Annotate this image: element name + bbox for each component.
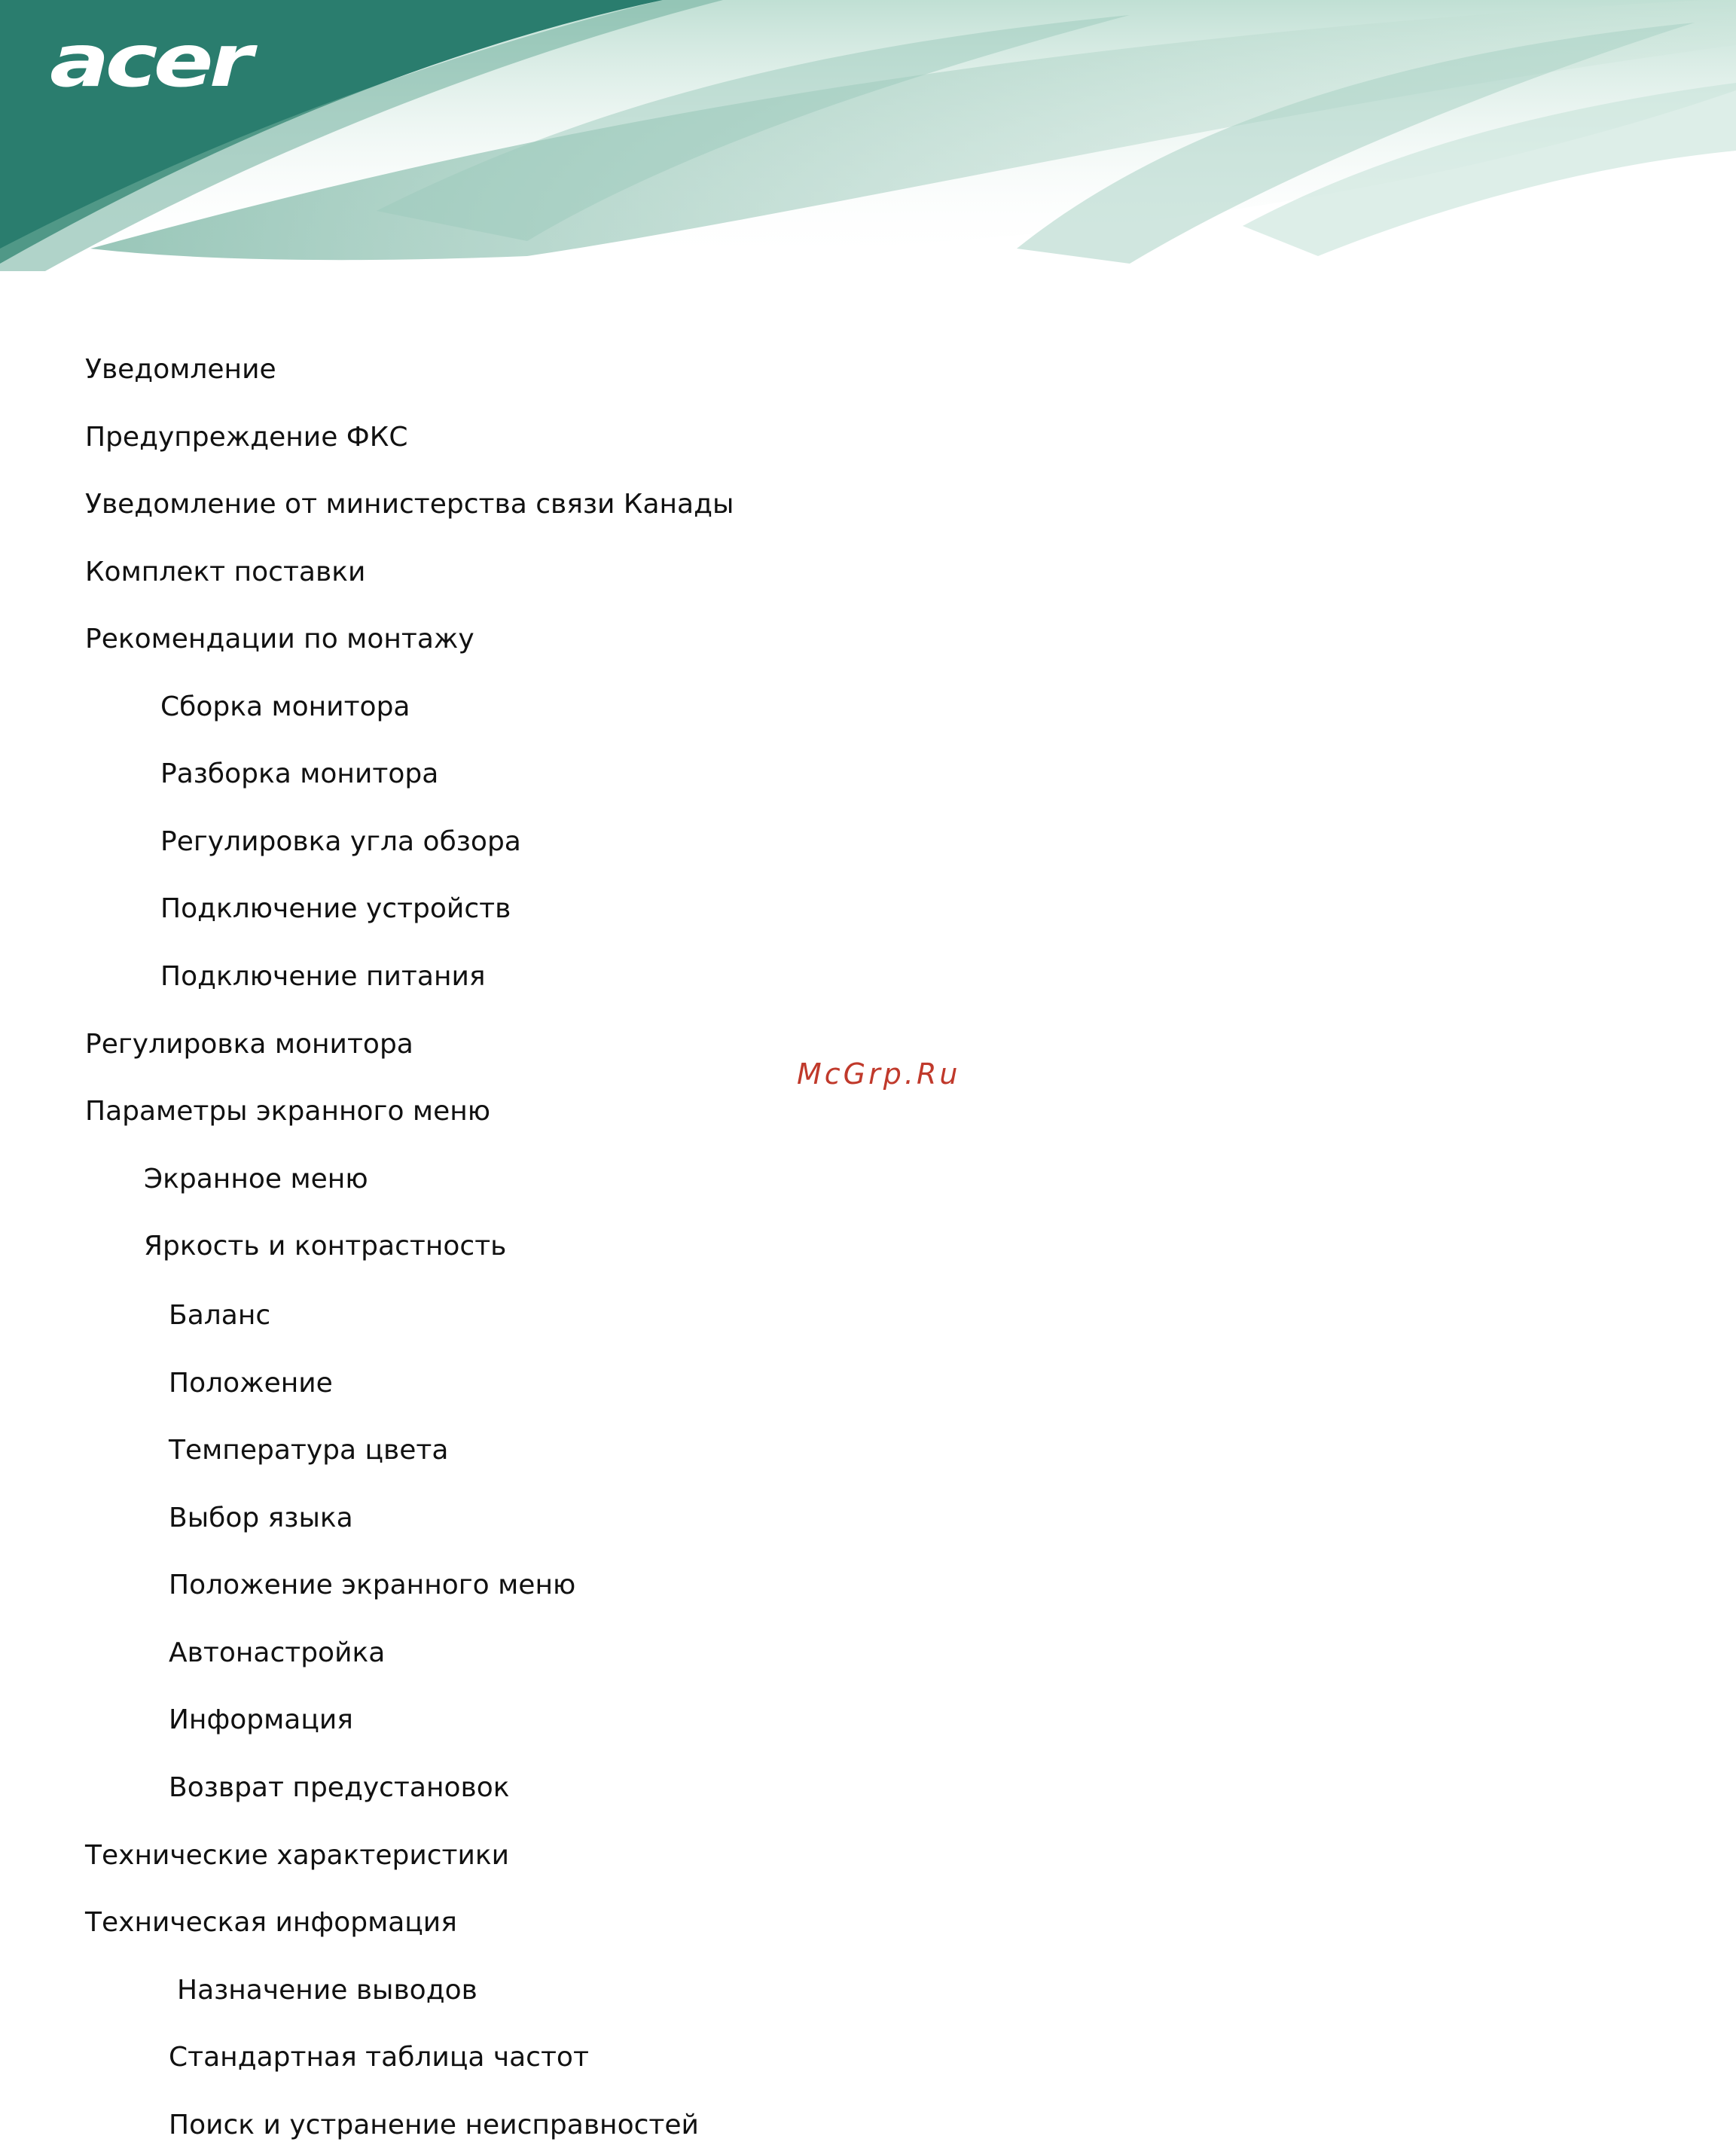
- toc-item-osd-position[interactable]: Положение экранного меню: [169, 1570, 576, 1600]
- toc-item-language[interactable]: Выбор языка: [169, 1503, 353, 1533]
- toc-item-viewing-angle[interactable]: Регулировка угла обзора: [160, 826, 521, 857]
- toc-item-timing-table[interactable]: Стандартная таблица частот: [169, 2042, 589, 2073]
- watermark: McGrp.Ru: [797, 1057, 961, 1091]
- toc-item-canada-notice[interactable]: Уведомление от министерства связи Канады: [85, 489, 734, 520]
- toc-item-specifications[interactable]: Технические характеристики: [85, 1840, 510, 1871]
- toc-item-fcc-warning[interactable]: Предупреждение ФКС: [85, 422, 408, 453]
- toc-item-pin-assignment[interactable]: Назначение выводов: [177, 1975, 477, 2006]
- toc-item-connecting-devices[interactable]: Подключение устройств: [160, 893, 511, 924]
- toc-item-position[interactable]: Положение: [169, 1368, 333, 1399]
- toc-item-installation[interactable]: Рекомендации по монтажу: [85, 624, 474, 654]
- toc-item-disassembly[interactable]: Разборка монитора: [160, 758, 439, 789]
- toc-item-troubleshooting[interactable]: Поиск и устранение неисправностей: [169, 2110, 699, 2140]
- toc-item-notice[interactable]: Уведомление: [85, 354, 276, 385]
- toc-item-power-connection[interactable]: Подключение питания: [160, 961, 486, 992]
- toc-item-information[interactable]: Информация: [169, 1704, 353, 1735]
- toc-item-color-temperature[interactable]: Температура цвета: [169, 1435, 449, 1466]
- toc-item-assembly[interactable]: Сборка монитора: [160, 691, 410, 722]
- toc-item-reset[interactable]: Возврат предустановок: [169, 1772, 510, 1803]
- toc-item-osd-menu[interactable]: Экранное меню: [144, 1164, 368, 1195]
- toc-item-monitor-adjustment[interactable]: Регулировка монитора: [85, 1029, 413, 1060]
- toc-item-package-contents[interactable]: Комплект поставки: [85, 557, 366, 587]
- toc-item-balance[interactable]: Баланс: [169, 1300, 271, 1331]
- toc-item-brightness-contrast[interactable]: Яркость и контрастность: [144, 1231, 507, 1262]
- toc-item-auto-config[interactable]: Автонастройка: [169, 1637, 386, 1668]
- toc-item-technical-info[interactable]: Техническая информация: [85, 1907, 457, 1938]
- toc-item-osd-parameters[interactable]: Параметры экранного меню: [85, 1096, 491, 1127]
- acer-logo: acer: [50, 17, 249, 103]
